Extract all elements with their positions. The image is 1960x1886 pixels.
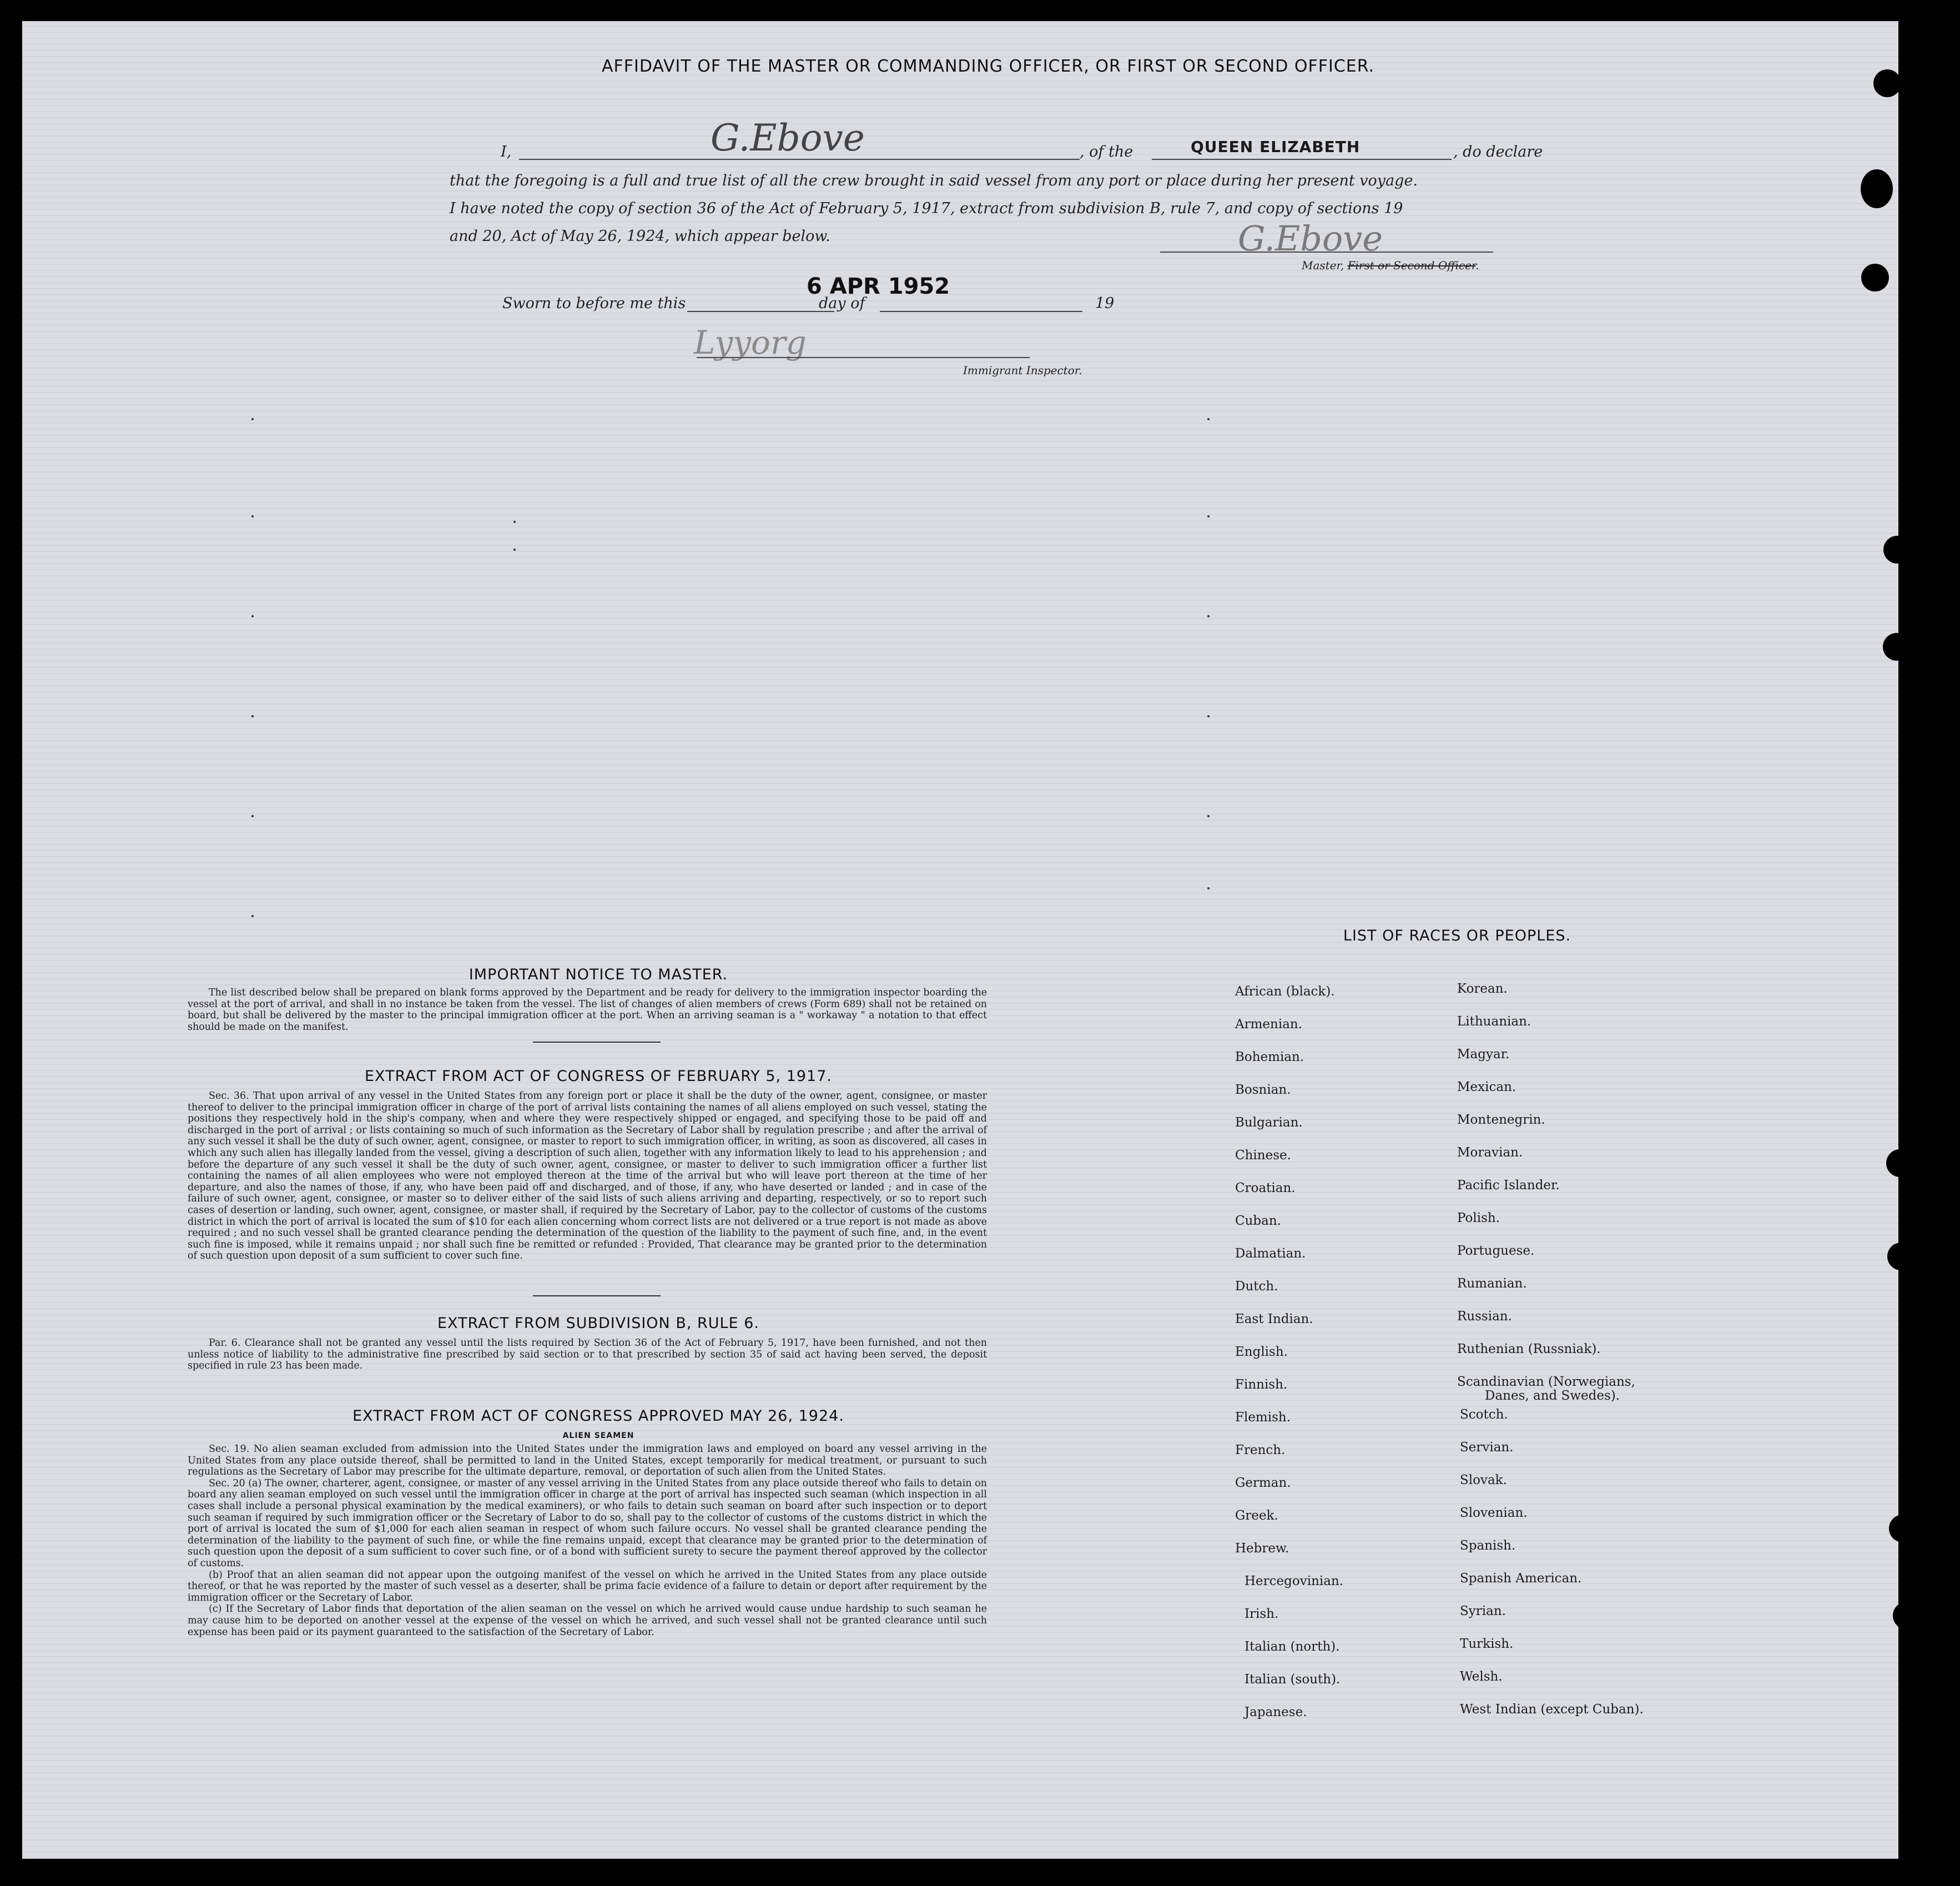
master-signature: G.Ebove <box>1238 218 1383 259</box>
guide-dot <box>251 715 254 717</box>
race-item: Pacific Islander. <box>1457 1178 1560 1193</box>
race-item: French. <box>1235 1443 1286 1457</box>
race-item: Russian. <box>1457 1309 1512 1324</box>
extract-1917-paragraph: Sec. 36. That upon arrival of any vessel in the United States from any foreign port or place it shall be the duty of the owner, agent, consignee, or master thereof to deliver to the principal immigration officer in charge of the port of arrival lists containing the names of all aliens employed on such vessel, stating the positions they respectively hold in the ship's company, when and where they were respectively shipped or engaged, and specifying those to be paid off and discharged in the port of arrival ; or lists containing so much of such information as the Secretary of Labor shall by regulation prescribe ; and after the arrival of any such vessel it shall be the duty of such owner, agent, consignee, or master to report to such immigration officer, in writing, as soon as discovered, all cases in which any such alien has illegally landed from the vessel, giving a description of such alien, together with any information likely to lead to his apprehension ; and before the departure of any such vessel it shall be the duty of such owner, agent, consignee, or master to deliver to such immigration officer a further list containing the names of all alien employees who were not employed thereon at the time of the arrival but who will leave port thereon at the time of her departure, and also the names of those, if any, who have been paid off and discharged, and of those, if any, who have deserted or landed ; and in case of the failure of such owner, agent, consignee, or master so to deliver either of the said lists of such aliens arriving and departing, respectively, or so to report such cases of desertion or landing, such owner, agent, consignee, or master shall, if required by the Secretary of Labor, pay to the collector of customs of the customs district in which the port of arrival is located the sum of $10 for each alien concerning whom correct lists are not delivered or a true report is not made as above required ; and no such vessel shall be granted clearance pending the determination of the question of the liability to the payment of such fine, and, in the event such fine is imposed, while it remains unpaid ; nor shall such fine be remitted or refunded : Provided, That clearance may be granted prior to the determination of such question upon deposit of a sum sufficient to cover such fine. <box>188 1090 987 1262</box>
race-item: Scandinavian (Norwegians, <box>1457 1375 1635 1389</box>
punch-hole <box>1861 169 1893 208</box>
race-item: Croatian. <box>1235 1181 1296 1195</box>
section-divider <box>533 1042 661 1043</box>
guide-dot <box>251 418 254 420</box>
of-the-label: , of the <box>1080 143 1133 160</box>
master-signature-line <box>1160 252 1493 253</box>
guide-dot <box>513 521 516 523</box>
notice-paragraph: The list described below shall be prepared on blank forms approved by the Department and be ready for delivery to the immigration inspector boarding the vessel at the port of arrival, and shall in no instance be taken from the vessel. The list of changes of alien members of crews (Form 689) shall not be retained on board, but shall be delivered by the master to the principal immigration officer at the port. When an arriving seaman is a " workaway " a notation to that effect should be made on the manifest. <box>188 987 987 1033</box>
punch-hole <box>1893 1602 1921 1629</box>
punch-hole <box>1886 1149 1914 1177</box>
inspector-label: Immigrant Inspector. <box>963 364 1082 377</box>
race-item: Dutch. <box>1235 1279 1278 1294</box>
guide-dot <box>513 549 516 551</box>
race-item: Magyar. <box>1457 1047 1510 1062</box>
rule-6-title: EXTRACT FROM SUBDIVISION B, RULE 6. <box>437 1315 759 1332</box>
race-item: Lithuanian. <box>1457 1014 1531 1029</box>
race-item: Italian (south). <box>1244 1672 1341 1687</box>
race-item: Bohemian. <box>1235 1050 1304 1064</box>
guide-dot <box>251 815 254 817</box>
race-item: Welsh. <box>1460 1669 1503 1684</box>
race-item: Flemish. <box>1235 1410 1291 1425</box>
guide-dot <box>251 615 254 617</box>
race-item: Spanish. <box>1460 1538 1516 1553</box>
guide-dot <box>1207 418 1210 420</box>
extract-1924-title: EXTRACT FROM ACT OF CONGRESS APPROVED MAY 26, 1924. <box>352 1407 844 1425</box>
sworn-label: Sworn to before me this <box>502 295 686 312</box>
sec-20b-paragraph: (b) Proof that an alien seaman did not appear upon the outgoing manifest of the vessel on which he arrived in the United States from any place outside thereof, or that he was reported by the master of such vessel as a deserter, shall be prima facie evidence of a failure to detain or deport after requirement by the immigration officer or the Secretary of Labor. <box>188 1569 987 1603</box>
race-item: English. <box>1235 1345 1288 1359</box>
vessel-name: QUEEN ELIZABETH <box>1191 138 1361 156</box>
notice-text <box>188 987 987 1033</box>
vessel-underline <box>1152 159 1452 160</box>
race-item: Portuguese. <box>1457 1244 1535 1258</box>
inspector-signature-line <box>697 357 1030 358</box>
race-item: African (black). <box>1235 984 1335 999</box>
race-item: Irish. <box>1244 1607 1279 1621</box>
race-item: Bulgarian. <box>1235 1115 1303 1130</box>
guide-dot <box>1207 515 1210 517</box>
inspector-signature: Lyyorg <box>694 324 807 361</box>
race-item: Hebrew. <box>1235 1541 1289 1556</box>
race-item: Rumanian. <box>1457 1276 1527 1291</box>
race-item: Chinese. <box>1235 1148 1291 1163</box>
document-page <box>22 21 1898 1859</box>
master-title-end: . <box>1475 259 1479 272</box>
affidavit-line-1: that the foregoing is a full and true list of all the crew brought in said vessel from any port or place during her present voyage. <box>450 172 1418 189</box>
punch-hole <box>1887 1243 1915 1270</box>
punch-hole <box>1883 536 1911 564</box>
race-item: German. <box>1235 1476 1291 1490</box>
races-title: LIST OF RACES OR PEOPLES. <box>1343 927 1571 944</box>
race-item: Turkish. <box>1460 1637 1514 1651</box>
rule-6-paragraph: Par. 6. Clearance shall not be granted any vessel until the lists required by Section 36 of the Act of February 5, 1917, have been furnished, and not then unless notice of liability to the administrative fine prescribed by said section or to that prescribed by section 35 of said act having been served, the deposit specified in rule 23 has been made. <box>188 1337 987 1372</box>
do-declare-label: , do declare <box>1453 143 1543 160</box>
affidavit-line-3: and 20, Act of May 26, 1924, which appear below. <box>450 228 830 245</box>
guide-dot <box>1207 815 1210 817</box>
sec-19-paragraph: Sec. 19. No alien seaman excluded from admission into the United States under the immigration laws and employed on board any vessel arriving in the United States from any place outside thereof, shall be permitted to land in the United States, except temporarily for medical treatment, or pursuant to such regulations as the Secretary of Labor may prescribe for the ultimate departure, removal, or deportation of such alien from the United States. <box>188 1444 987 1478</box>
punch-hole <box>1873 69 1901 97</box>
race-item: Servian. <box>1460 1440 1514 1455</box>
guide-dot <box>251 515 254 517</box>
day-of-label: day of <box>819 295 865 312</box>
race-item: Bosnian. <box>1235 1083 1291 1097</box>
alien-seamen-subtitle: ALIEN SEAMEN <box>562 1431 634 1440</box>
guide-dot <box>1207 615 1210 617</box>
race-item: Slovenian. <box>1460 1506 1528 1520</box>
guide-dot <box>251 915 254 917</box>
race-item: Greek. <box>1235 1508 1278 1523</box>
punch-hole <box>1861 264 1889 291</box>
race-item: Finnish. <box>1235 1377 1288 1392</box>
race-item: Ruthenian (Russniak). <box>1457 1342 1601 1356</box>
notice-title: IMPORTANT NOTICE TO MASTER. <box>468 966 728 983</box>
race-item: Korean. <box>1457 982 1508 996</box>
race-item: Japanese. <box>1244 1705 1307 1719</box>
race-item: Armenian. <box>1235 1017 1303 1032</box>
race-item: Italian (north). <box>1244 1639 1340 1654</box>
master-handwritten-name: G.Ebove <box>711 117 865 159</box>
race-item: West Indian (except Cuban). <box>1460 1702 1644 1717</box>
race-item: Montenegrin. <box>1457 1113 1545 1127</box>
race-item: Hercegovinian. <box>1244 1574 1344 1588</box>
affidavit-title: AFFIDAVIT OF THE MASTER OR COMMANDING OFFICER, OR FIRST OR SECOND OFFICER. <box>601 57 1375 76</box>
race-item: Moravian. <box>1457 1145 1523 1160</box>
sec-20c-paragraph: (c) If the Secretary of Labor finds that deportation of the alien seaman on the vessel on which he arrived would cause undue hardship to such seaman he may cause him to be deported on another vessel at the expense of the vessel on which he arrived, and such vessel shall not be granted clearance until such expense has been paid or its payment guaranteed to the satisfaction of the Secretary of Labor. <box>188 1603 987 1638</box>
officer-struck-label: First or Second Officer <box>1347 259 1476 272</box>
date-stamp: 6 APR 1952 <box>807 274 950 299</box>
section-divider <box>533 1295 661 1296</box>
extract-1917-text <box>188 1090 987 1262</box>
punch-hole <box>1889 1515 1917 1542</box>
race-item: Cuban. <box>1235 1214 1281 1228</box>
race-item: Mexican. <box>1457 1080 1516 1094</box>
extract-1917-title: EXTRACT FROM ACT OF CONGRESS OF FEBRUARY 5, 1917. <box>365 1068 832 1085</box>
master-label: Master, <box>1302 259 1344 272</box>
affidavit-line-2: I have noted the copy of section 36 of the Act of February 5, 1917, extract from subdivision B, rule 7, and copy of sections 19 <box>450 200 1403 217</box>
master-title <box>1302 259 1479 272</box>
race-item: Slovak. <box>1460 1473 1507 1487</box>
guide-dot <box>1207 715 1210 717</box>
extract-1924-text <box>188 1444 987 1638</box>
race-item: Dalmatian. <box>1235 1246 1306 1261</box>
i-label: I, <box>501 143 512 160</box>
punch-hole <box>1883 633 1911 661</box>
year-prefix: 19 <box>1095 295 1115 312</box>
race-item: Polish. <box>1457 1211 1500 1225</box>
race-item-continuation: Danes, and Swedes). <box>1485 1389 1620 1403</box>
sec-20a-paragraph: Sec. 20 (a) The owner, charterer, agent, consignee, or master of any vessel arriving in the United States from any place outside thereof who fails to detain on board any alien seaman employed on such vessel until the immigration officer in charge at the port of arrival has inspected such seaman (which inspection in all cases shall include a personal physical examination by the medical examiners), or who fails to detain such seaman on board after such inspection or to deport such seaman if required by such immigration officer or the Secretary of Labor to do so, shall pay to the collector of customs of the customs district in which the port of arrival is located the sum of $1,000 for each alien seaman in respect of whom such failure occurs. No vessel shall be granted clearance pending the determination of the liability to the payment of such fine, or while the fine remains unpaid, except that clearance may be granted prior to the determination of such question upon the deposit of a sum sufficient to cover such fine, or of a bond with sufficient surety to secure the payment thereof approved by the collector of customs. <box>188 1477 987 1569</box>
sworn-day-underline <box>687 311 834 312</box>
race-item: Syrian. <box>1460 1604 1506 1618</box>
race-item: East Indian. <box>1235 1312 1313 1326</box>
race-item: Spanish American. <box>1460 1571 1582 1586</box>
rule-6-text <box>188 1337 987 1372</box>
guide-dot <box>1207 887 1210 889</box>
race-item: Scotch. <box>1460 1407 1508 1422</box>
sworn-month-underline <box>880 311 1082 312</box>
